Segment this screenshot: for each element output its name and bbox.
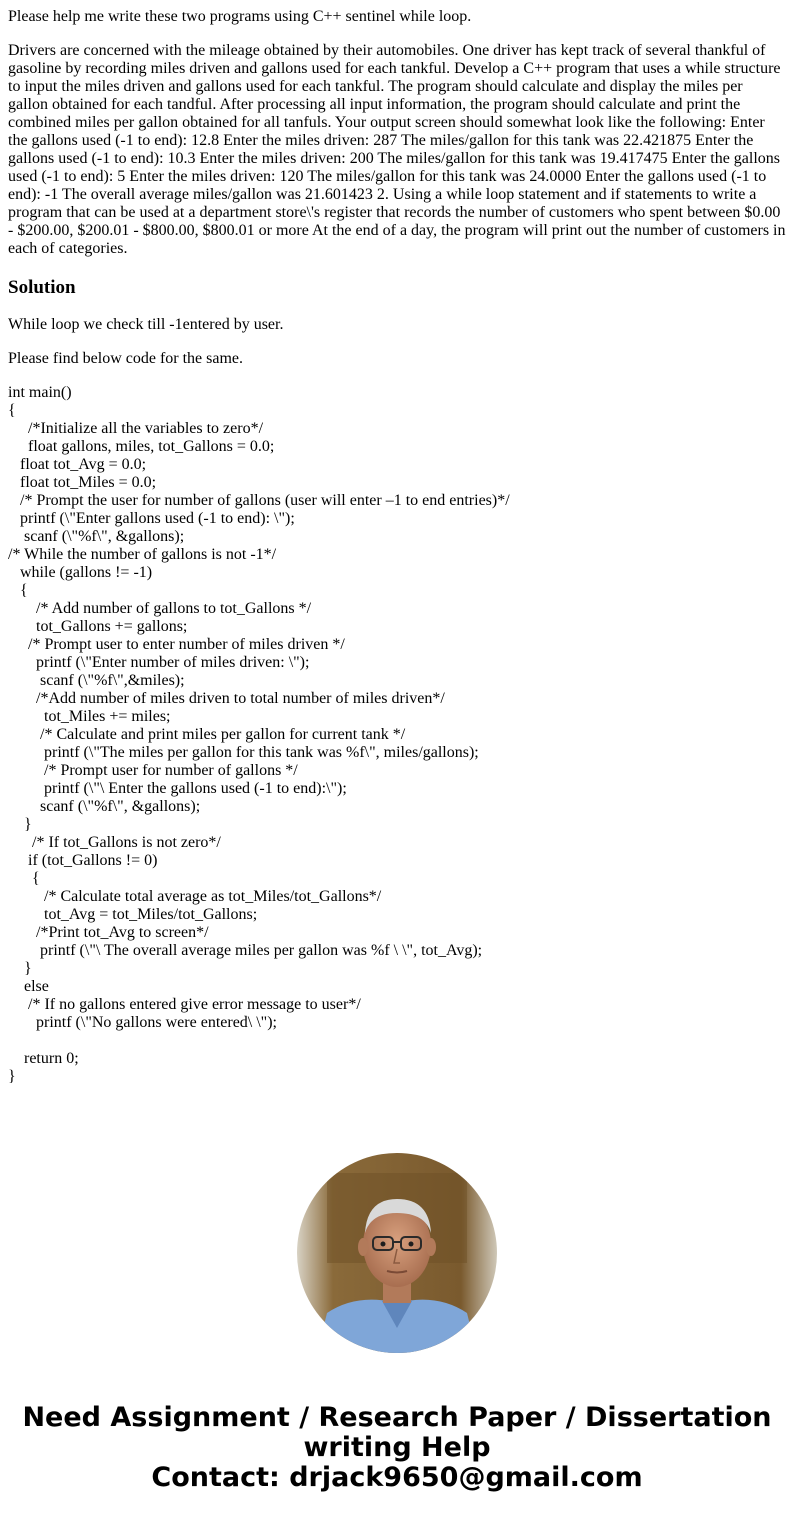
- code-block: int main() { /*Initialize all the variables to zero*/ float gallons, miles, tot_Gallons = 0.0; float tot_Avg = 0.0; float tot_Miles = 0.0; /* Prompt the user for number of gallons (user will enter –1 to end entries)*/ printf (\"Enter gallons used (-1 to end): \"); scanf (\"%f\", &gallons); /* While the number of gallons is not -1*/ while (gallons != -1) { /* Add number of gallons to tot_Gallons */ tot_Gallons += gallons; /* Prompt user to enter number of miles driven */ printf (\"Enter number of miles driven: \"); scanf (\"%f\",&miles); /*Add number of miles driven to total number of miles driven*/ tot_Miles += miles; /* Calculate and print miles per gallon for current tank */ printf (\"The miles per gallon for this tank was %f\", miles/gallons); /* Prompt user for number of gallons */ printf (\"\ Enter the gallons used (-1 to end):\"); scanf (\"%f\", &gallons); } /* If tot_Gallons is not zero*/ if (tot_Gallons != 0) { /* Calculate total average as tot_Miles/tot_Gallons*/ tot_Avg = tot_Miles/tot_Gallons; /*Print tot_Avg to screen*/ printf (\"\ The overall average miles per gallon was %f \ \", tot_Avg); } else /* If no gallons entered give error message to user*/ printf (\"No gallons were entered\ \"); return 0; }: [8, 384, 510, 1085]
- contact-footer: [0, 1403, 794, 1493]
- document-page: [8, 0, 786, 1086]
- solution-intro-code: Please find below code for the same.: [8, 350, 244, 367]
- person-photo-icon: [297, 1153, 497, 1353]
- avatar-illustration: [297, 1153, 497, 1353]
- question-body: Drivers are concerned with the mileage obtained by their automobiles. One driver has kept track of several thankful of gasoline by recording miles driven and gallons used for each tankful. Develop a C++ program that uses a while structure to input the miles driven and gallons used for each tankful. The program should calculate and display the miles per gallon obtained for each tandful. After processing all input information, the program should calculate and print the combined miles per gallon obtained for all tanfuls. Your output screen should somewhat look like the following: Enter the gallons used (-1 to end): 12.8 Enter the miles driven: 287 The miles/gallon for this tank was 22.421875 Enter the gallons used (-1 to end): 10.3 Enter the miles driven: 200 The miles/gallon for this tank was 19.417475 Enter the gallons used (-1 to end): 5 Enter the miles driven: 120 The miles/gallon for this tank was 24.0000 Enter the gallons used (-1 to end): -1 The overall average miles/gallon was 21.601423 2. Using a while loop statement and if statements to write a program that can be used at a department store\'s register that records the number of customers who spent between $0.00 - $200.00, $200.01 - $800.00, $800.01 or more At the end of a day, the program will print out the number of customers in each of categories.: [8, 42, 786, 257]
- solution-heading: Solution: [8, 277, 76, 298]
- footer-contact: Contact: drjack9650@gmail.com: [151, 1462, 643, 1493]
- solution-explanation: While loop we check till -1entered by user.: [8, 316, 284, 333]
- footer-line-2: writing Help: [303, 1432, 491, 1463]
- question-intro: Please help me write these two programs using C++ sentinel while loop.: [8, 8, 472, 25]
- footer-line-1: Need Assignment / Research Paper / Dissertation: [22, 1402, 772, 1433]
